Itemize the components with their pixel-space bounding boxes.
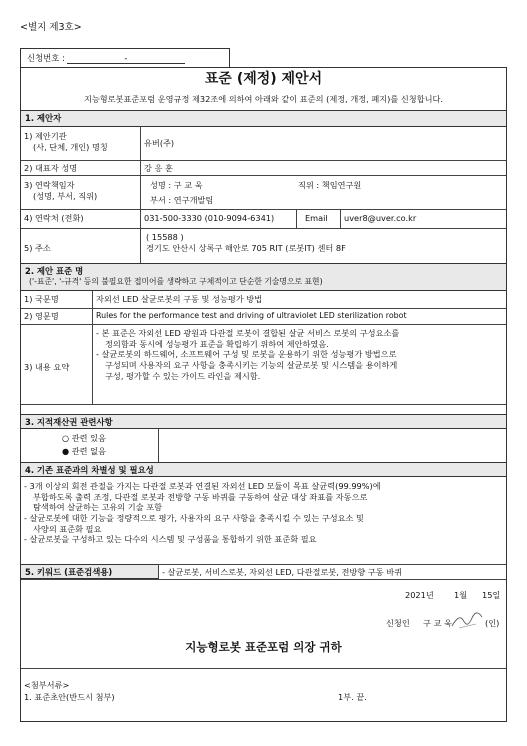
addressee: 지능형로봇 표준포럼 의장 귀하	[185, 640, 342, 654]
content-summary: - 본 표준은 자외선 LED 광원과 다관절 로봇이 결합된 살균 서비스 로봇의 구성요소를 정의함과 동시에 성능평가 표준을 확립하기 위하여 제안하였음. - 살균로봇의 하드웨어, 소프트웨어 구성 및 로봇을 운용하기 위한 성능평가 방법으로 구성되며 사용자의 요구 사항을 충족시키는 기능의 살균로봇 및 시스템을 용이하게 구성, 평가할 수 있는 가이드 라인을 제시함.	[96, 328, 400, 381]
divider	[21, 404, 506, 405]
content-summary-label: 3) 내용 요약	[24, 362, 70, 372]
english-name-label: 2) 영문명	[24, 311, 59, 321]
divider	[340, 209, 341, 228]
form-number-label: <별지 제3호>	[20, 22, 82, 33]
divider	[21, 228, 506, 229]
email-value: uver8@uver.co.kr	[344, 213, 417, 223]
section-ip-header: 3. 지적재산권 관련사항	[21, 414, 506, 429]
divider	[21, 579, 506, 580]
applicant-name: 구 교 욱	[423, 618, 452, 628]
attachments-header: <첨부서류>	[24, 680, 70, 690]
divider	[21, 308, 506, 309]
korean-name-label: 1) 국문명	[24, 294, 59, 304]
divider	[140, 127, 141, 269]
date-year: 2021년	[405, 590, 434, 600]
divider	[21, 175, 506, 176]
ip-option-yes[interactable]: ○ 관련 있음	[62, 433, 106, 443]
divider	[158, 564, 159, 579]
contact-label: 3) 연락책임자 (성명, 부서, 직위)	[24, 180, 98, 201]
rep-label: 2) 대표자 성명	[24, 163, 78, 173]
contact-dept: 부서 : 연구개발팀	[150, 195, 214, 205]
applicant-label: 신청인	[386, 618, 410, 628]
necessity-text: - 3개 이상의 회전 관절을 가지는 다관절 로봇과 연결된 자외선 LED 모듈이 목표 살균력(99.99%)에 부합하도록 출력 조정, 다관절 로봇과 전방향 구동 바퀴를 구동하여 살균 대상 좌표를 자동으로 탐색하여 살균하는 고유의 기술 포함 - 살균로봇에 대한 기능을 정량적으로 평가, 사용자의 요구 사항을 충족시킬 수 있는 구성요소 및 사양의 표준화 필요 - 살균로봇을 구성하고 있는 다수의 시스템 및 구성품을 통합하기 위한 표준화 필요	[24, 481, 381, 545]
attachment-copies: 1부. 끝.	[338, 692, 367, 702]
contact-title: 직위 : 책임연구원	[298, 180, 362, 190]
divider	[21, 324, 506, 325]
section-necessity-header: 4. 기존 표준과의 차별성 및 필요성	[21, 462, 506, 477]
divider	[21, 209, 506, 210]
ip-option-no[interactable]: ● 관련 없음	[62, 446, 106, 456]
divider	[158, 429, 159, 462]
signature-icon	[450, 611, 484, 631]
address-value: ( 15588 ) 경기도 안산시 상록구 해안로 705 RIT (로봇IT) 센터 8F	[146, 232, 346, 253]
section-standard-name-header: 2. 제안 표준 명 ('-표준', '-규격' 등의 불필요한 접미어를 생략하고 구체적이고 단순한 기술명으로 표현)	[21, 263, 506, 291]
phone-label: 4) 연락처 (전화)	[24, 213, 84, 223]
divider	[21, 160, 506, 161]
seal-label: (인)	[485, 618, 500, 628]
application-number-field[interactable]: -	[67, 54, 185, 64]
keywords-value: - 살균로봇, 서비스로봇, 자외선 LED, 다관절로봇, 전방향 구동 바퀴	[162, 567, 403, 577]
email-label: Email	[305, 213, 328, 223]
korean-name-value: 자외선 LED 살균로봇의 구동 및 성능평가 방법	[96, 294, 263, 304]
address-label: 5) 주소	[24, 243, 51, 253]
page-title: 표준 (제정) 제안서	[204, 71, 323, 87]
application-number-label: 신청번호 :	[27, 53, 65, 63]
org-value: 유버(주)	[144, 138, 175, 148]
date-month: 1월	[454, 590, 468, 600]
contact-name: 성명 : 구 교 욱	[150, 180, 203, 190]
org-label: 1) 제안기관 (사, 단체, 개인) 명칭	[24, 131, 108, 152]
phone-value: 031-500-3330 (010-9094-6341)	[144, 213, 275, 223]
rep-value: 강 응 훈	[144, 163, 173, 173]
date-day: 15일	[482, 590, 501, 600]
divider	[21, 668, 506, 669]
section-keywords-header: 5. 키워드 (표준검색용)	[21, 564, 158, 579]
section-proposer-header: 1. 제안자	[21, 110, 506, 127]
english-name-value: Rules for the performance test and driving of ultraviolet LED sterilization robot	[96, 311, 407, 320]
application-number-box	[20, 48, 230, 67]
divider	[296, 209, 297, 228]
divider	[158, 564, 506, 565]
attachment-item: 1. 표준초안(반드시 첨부)	[24, 692, 115, 702]
intro-text: 지능형로봇표준포럼 운영규정 제32조에 의하여 아래와 같이 표준의 (제정, 개정, 폐지)를 신청합니다.	[83, 94, 444, 104]
